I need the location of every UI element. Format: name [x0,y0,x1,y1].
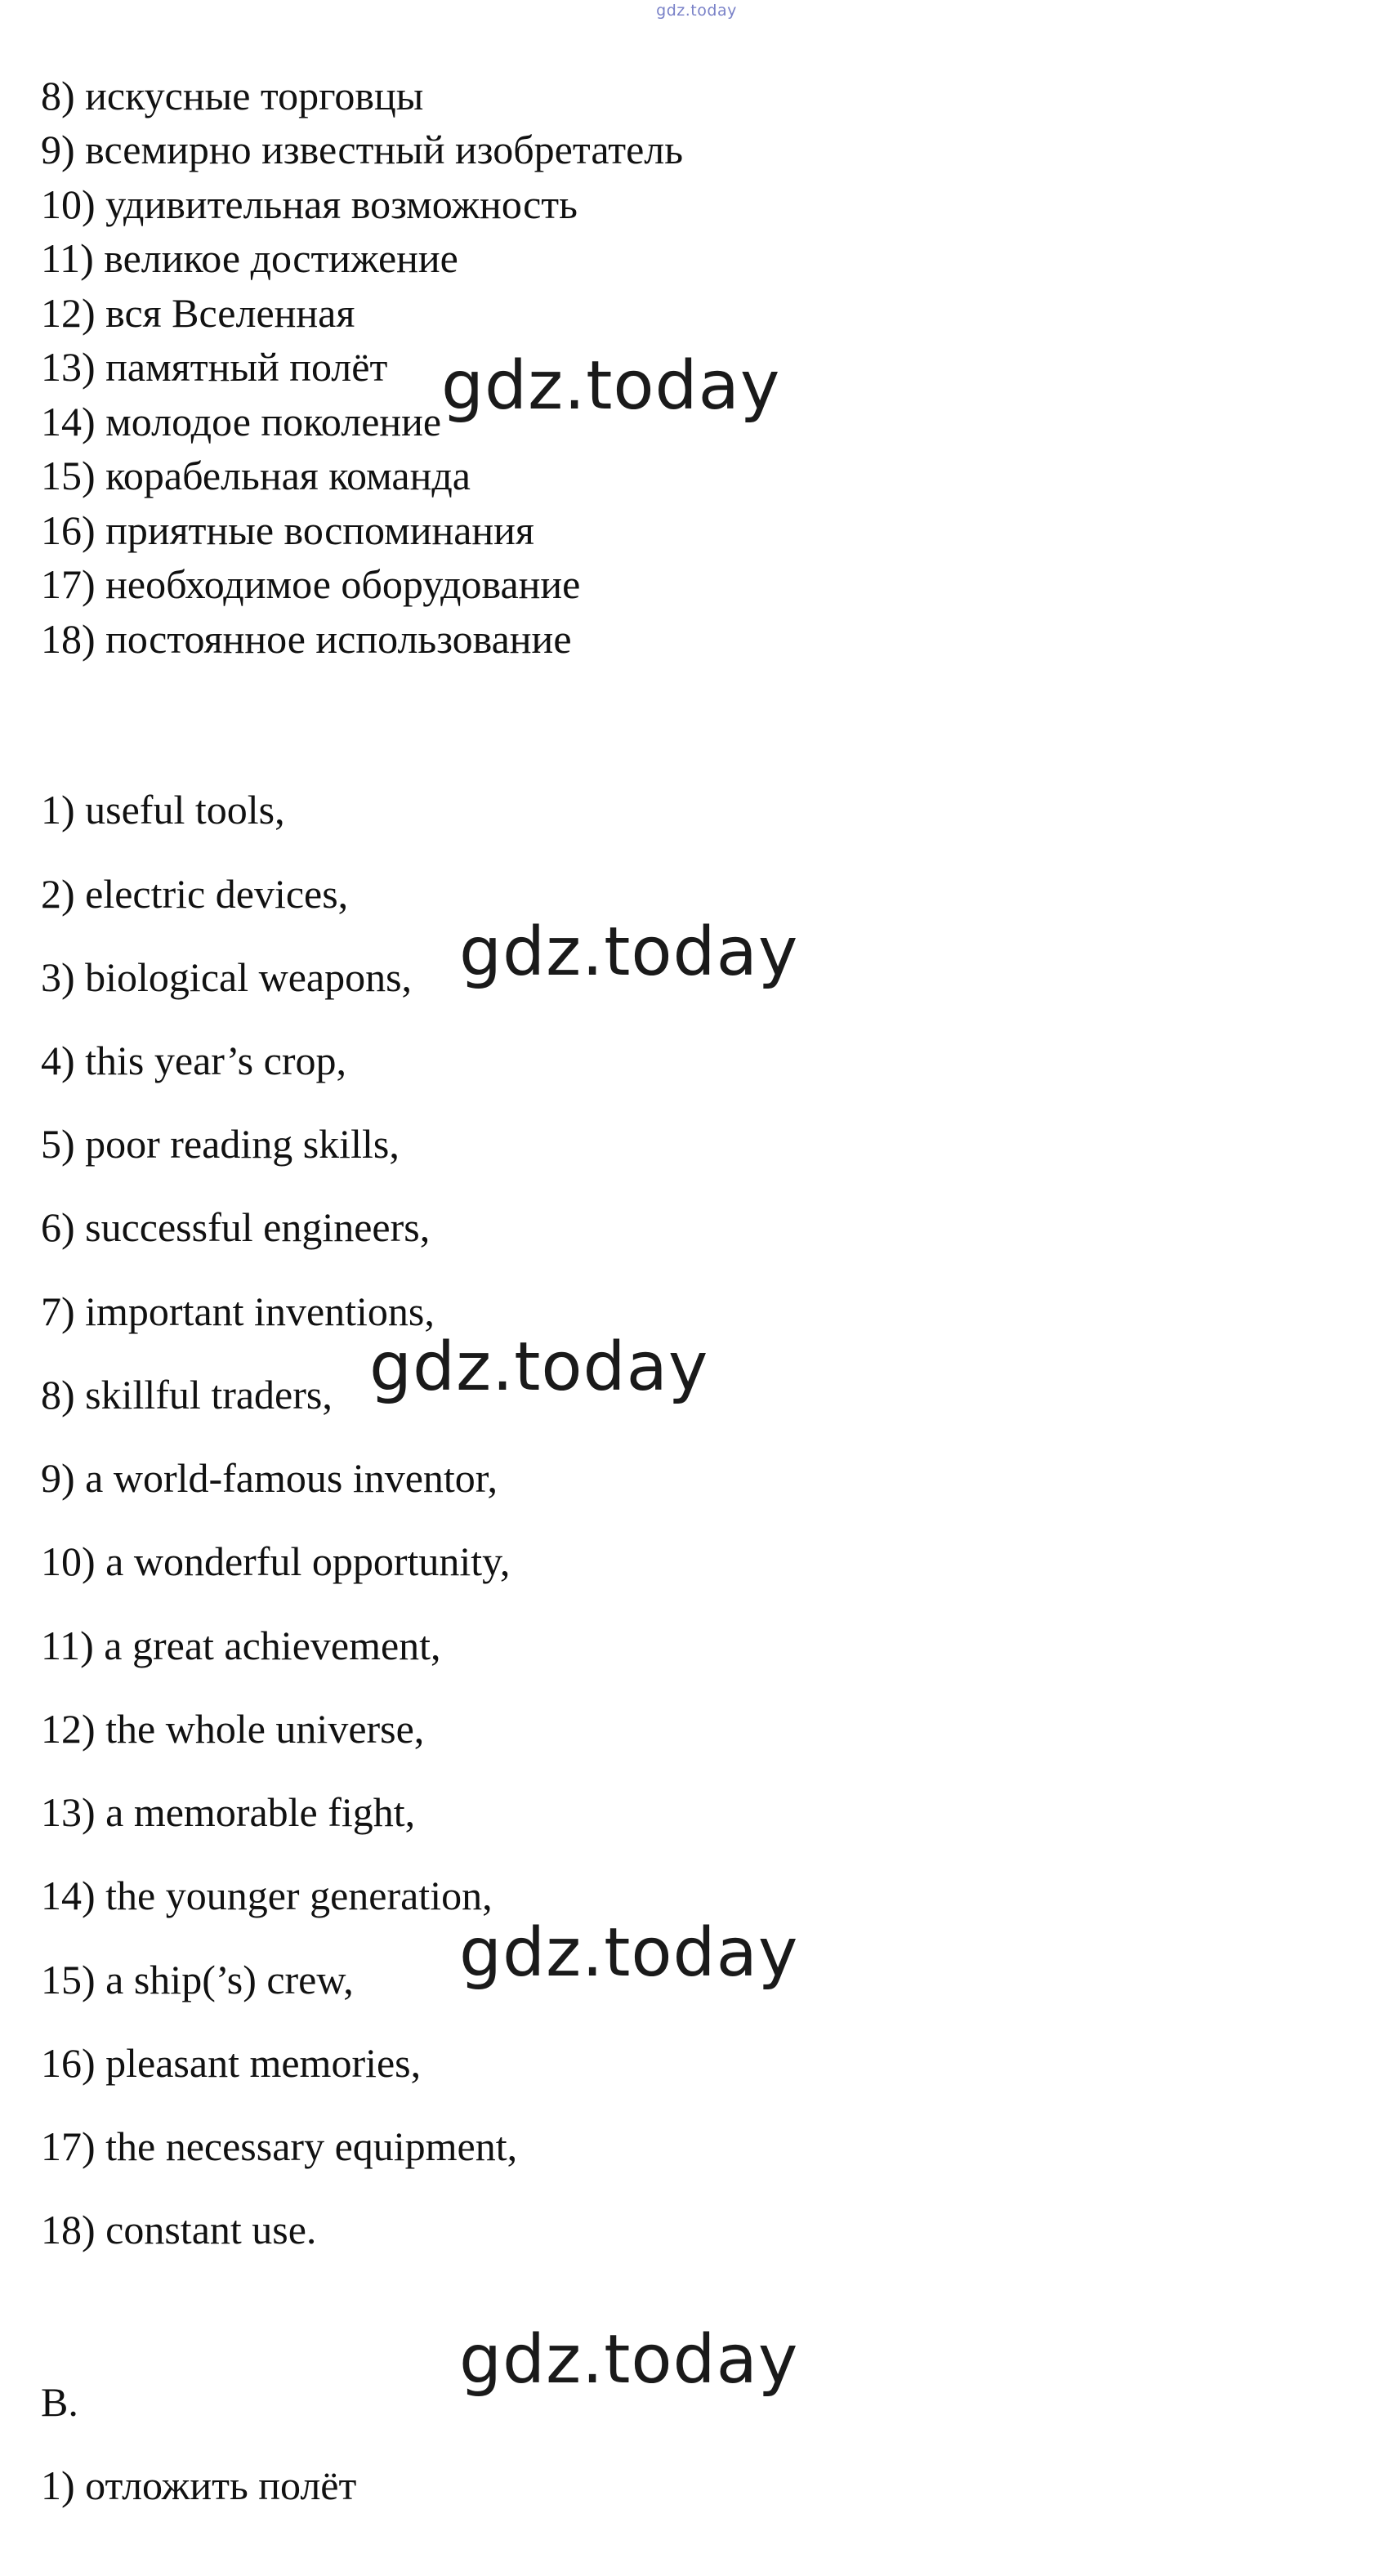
list-item-ru: 12) вся Вселенная [41,290,355,336]
list-item-ru: 18) постоянное использование [41,616,572,662]
list-item-en: 9) a world-famous inventor, [41,1455,498,1501]
list-item-en: 8) skillful traders, [41,1372,333,1417]
list-item-en: 10) a wonderful opportunity, [41,1538,511,1584]
list-item-en: 11) a great achievement, [41,1623,441,1668]
list-item-ru: 9) всемирно известный изобретатель [41,127,684,172]
list-item-en: 18) constant use. [41,2207,317,2252]
list-item-ru: 1) отложить полёт [41,2462,357,2508]
top-watermark: gdz.today [656,2,737,20]
list-item-ru: 16) приятные воспоминания [41,507,534,553]
list-item-ru: 15) корабельная команда [41,453,471,498]
list-item-en: 17) the necessary equipment, [41,2123,518,2169]
list-item-en: 14) the younger generation, [41,1873,493,1918]
list-item-ru: 14) молодое поколение [41,399,442,444]
list-item-en: 7) important inventions, [41,1288,435,1334]
list-item-en: 12) the whole universe, [41,1706,425,1752]
watermark: gdz.today [459,913,799,991]
list-item-en: 15) a ship(’s) crew, [41,1957,354,2002]
list-item-ru: 8) искусные торговцы [41,73,424,118]
list-item-en: 2) electric devices, [41,871,349,917]
list-item-en: 3) biological weapons, [41,954,413,1000]
list-item-en: 16) pleasant memories, [41,2040,422,2086]
list-item-en: 5) poor reading skills, [41,1121,400,1167]
list-item-en: 1) useful tools, [41,787,285,833]
watermark: gdz.today [459,2321,799,2399]
list-item-en: 4) this year’s crop, [41,1038,346,1083]
watermark: gdz.today [459,1914,799,1992]
list-item-ru: 13) памятный полёт [41,344,388,390]
list-item-en: 6) successful engineers, [41,1204,431,1250]
list-item-en: 13) a memorable fight, [41,1789,416,1835]
list-item-ru: 10) удивительная возможность [41,181,578,227]
list-item-ru: 11) великое достижение [41,235,458,281]
watermark: gdz.today [441,347,781,425]
list-item-ru: 17) необходимое оборудование [41,561,581,607]
watermark: gdz.today [369,1328,709,1406]
section-heading: B. [41,2379,78,2425]
